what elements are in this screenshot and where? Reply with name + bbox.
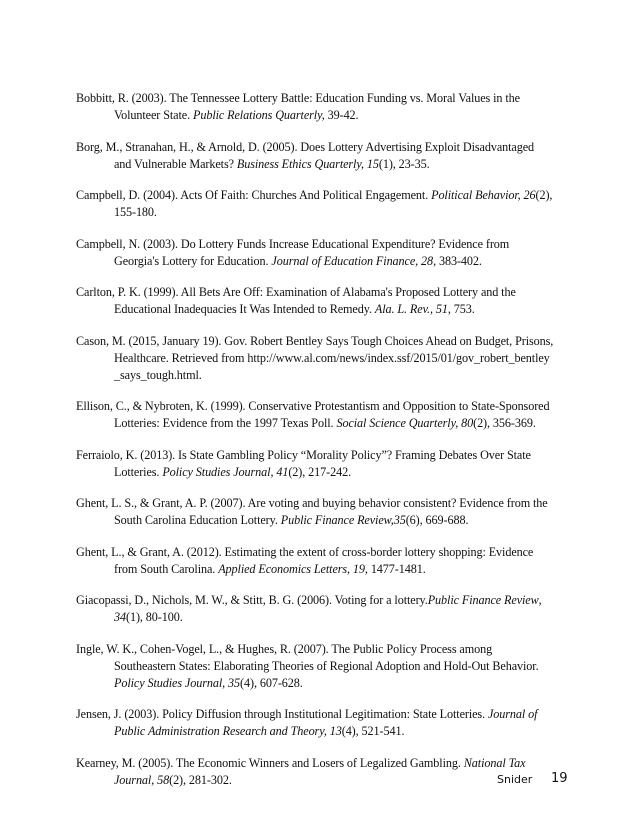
reference-source: Applied Economics Letters, 19 [218, 561, 365, 576]
reference-text: Carlton, P. K. (1999). All Bets Are Off: Examination of Alabama's Proposed Lottery and the Educational Inadequacies It Was Intended to Remedy. [76, 285, 516, 316]
reference-text: Kearney, M. (2005). The Economic Winners and Losers of Legalized Gambling. [76, 755, 464, 770]
reference-text: Cason, M. (2015, January 19). Gov. Robert Bentley Says Tough Choices Ahead on Budget, Prisons, Healthcare. Retrieved from [76, 333, 554, 365]
reference-text: , [538, 593, 542, 607]
reference-entry [76, 447, 554, 481]
reference-source: Journal of Education Finance, 28 [271, 253, 434, 268]
reference-text: Campbell, N. (2003). Do Lottery Funds Increase Educational Expenditure? Evidence from Georgia's Lottery for Education. [76, 236, 510, 268]
reference-text: Ghent, L., & Grant, A. (2012). Estimating the extent of cross-border lottery shopping: Evidence from South Carolina. [76, 544, 534, 576]
reference-text: Ghent, L. S., & Grant, A. P. (2007). Are voting and buying behavior consistent? Evidence from the South Carolina Education Lottery. [76, 496, 548, 527]
reference-text: (2), 155-180. [114, 188, 553, 219]
reference-text: (1), 80-100. [126, 610, 183, 624]
reference-text: , 383-402. [433, 253, 482, 268]
reference-text: (2), 281-302. [169, 772, 232, 787]
reference-list [76, 90, 554, 803]
footer-author: Snider [497, 773, 533, 786]
reference-text: Ferraiolo, K. (2013). Is State Gambling Policy “Morality Policy”? Framing Debates Over State Lotteries. [76, 447, 531, 479]
reference-source: 34 [114, 610, 126, 624]
reference-entry [76, 544, 554, 578]
reference-text: , 1477-1481. [364, 561, 426, 576]
reference-text: Jensen, J. (2003). Policy Diffusion through Institutional Legitimation: State Lotteries. [76, 707, 488, 721]
reference-source: Social Science Quarterly, 80 [336, 416, 474, 430]
reference-source: Public Finance Review [427, 593, 539, 607]
reference-text: Campbell, D. (2004). Acts Of Faith: Churches And Political Engagement. [76, 188, 432, 202]
reference-text: (1), 23-35. [378, 156, 430, 171]
reference-source: Business Ethics Quarterly, 15 [236, 156, 379, 171]
reference-source: Ala. L. Rev., 51 [374, 302, 448, 316]
page-number: 19 [551, 771, 568, 786]
reference-entry [76, 333, 554, 384]
reference-entry [76, 706, 554, 740]
reference-entry [76, 284, 554, 318]
reference-text: , 753. [447, 302, 475, 316]
reference-entry [76, 495, 554, 529]
reference-source: Political Behavior, 26 [431, 188, 536, 202]
reference-text: 39-42. [324, 108, 359, 122]
reference-text: (4), 607-628. [240, 675, 303, 690]
reference-text: (2), 356-369. [473, 416, 536, 430]
reference-entry [76, 398, 554, 432]
reference-source: Journal of Public Administration Research and Theory, 13 [114, 707, 538, 738]
reference-text: (2), 217-242. [288, 464, 352, 479]
reference-source: Policy Studies Journal, 41 [162, 464, 289, 479]
reference-text: (4), 521-541. [341, 724, 405, 738]
reference-text: Ingle, W. K., Cohen-Vogel, L., & Hughes, R. (2007). The Public Policy Process among Southeastern States: Elaborating Theories of Regional Adoption and Hold-Out Behavior. [76, 641, 539, 673]
reference-url: http://www.al.com/news/index.ssf/2015/01/gov_robert_bentley_says_tough.html. [114, 350, 550, 382]
reference-entry [76, 187, 554, 221]
reference-text: Ellison, C., & Nybroten, K. (1999). Conservative Protestantism and Opposition to State-Sponsored Lotteries: Evidence from the 1997 Texas Poll. [76, 399, 550, 430]
reference-text: Giacopassi, D., Nichols, M. W., & Stitt, B. G. (2006). Voting for a lottery. [76, 593, 428, 607]
reference-text: Borg, M., Stranahan, H., & Arnold, D. (2005). Does Lottery Advertising Exploit Disadvantaged and Vulnerable Markets? [76, 139, 535, 171]
reference-source: Public Relations Quarterly, [192, 108, 325, 122]
reference-source: Public Finance Review,35 [280, 513, 406, 527]
reference-source: National Tax Journal, 58 [114, 755, 526, 787]
reference-entry [76, 90, 554, 124]
reference-entry [76, 139, 554, 173]
reference-text: (6), 669-688. [405, 513, 469, 527]
reference-text: Bobbitt, R. (2003). The Tennessee Lottery Battle: Education Funding vs. Moral Values in the Volunteer State. [76, 91, 520, 122]
page-footer [0, 771, 638, 791]
reference-entry [76, 592, 554, 626]
reference-source: Policy Studies Journal, 35 [114, 675, 241, 690]
reference-entry [76, 641, 554, 692]
reference-entry [76, 236, 554, 270]
